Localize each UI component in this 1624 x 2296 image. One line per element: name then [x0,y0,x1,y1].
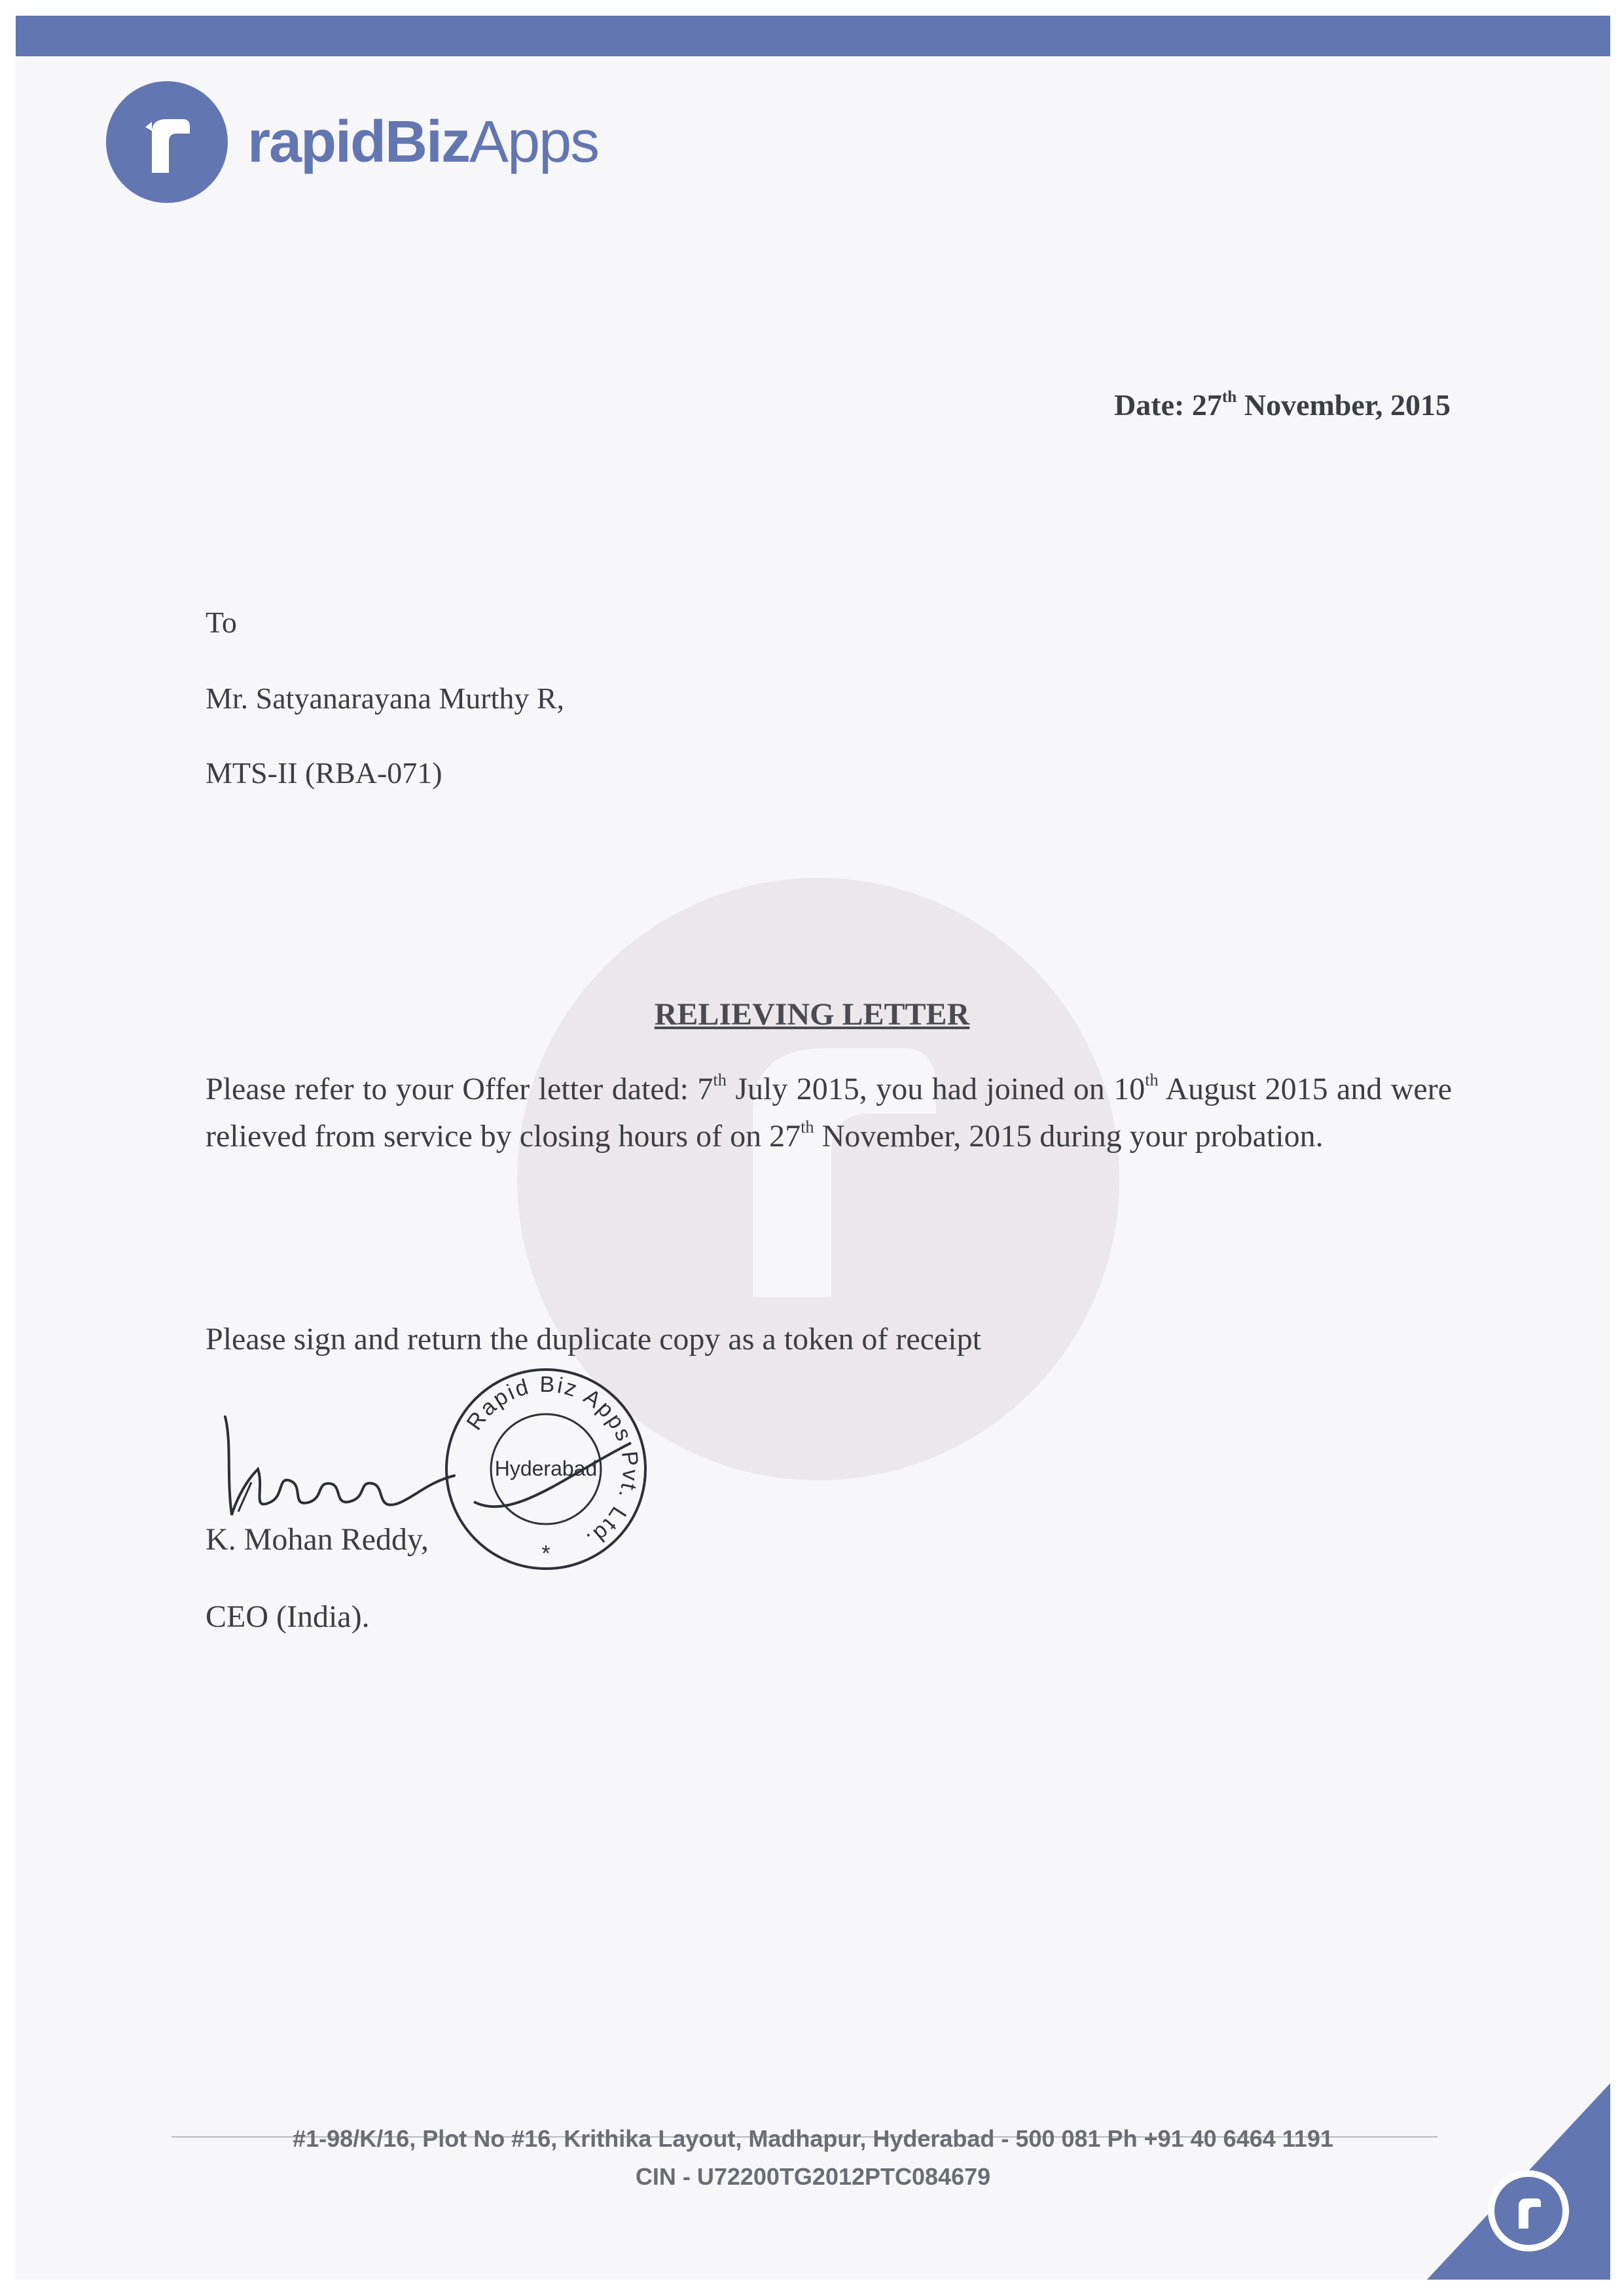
footer-corner-logo-icon [1427,2083,1610,2280]
svg-text:*: * [541,1541,550,1566]
body-p1-b: July 2015, you had joined on 10 [726,1072,1146,1106]
company-wordmark [247,109,599,175]
signatory-title: CEO (India). [206,1599,370,1634]
svg-text:Hyderabad: Hyderabad [494,1457,598,1480]
body-p1-c: August 2015 and were relieved from service by closing hours of on 27 [206,1072,1452,1154]
body-p1-sup3: th [801,1117,814,1137]
recipient-to: To [206,606,237,639]
body-p1-a: Please refer to your Offer letter dated: 7 [206,1072,713,1106]
date-label: Date: [1114,388,1192,422]
company-logo [106,81,598,203]
company-seal-stamp [435,1358,657,1584]
logo-r-icon [106,81,228,203]
header-accent-bar [16,16,1610,56]
footer-address: #1-98/K/16, Plot No #16, Krithika Layout, Madhapur, Hyderabad - 500 081 Ph +91 40 6464 1191 [293,2125,1333,2152]
wordmark-bold: rapidBiz [247,109,470,175]
footer-cin: CIN - U72200TG2012PTC084679 [635,2163,991,2190]
wordmark-light: Apps [469,109,599,175]
body-p1-d: November, 2015 during your probation. [814,1119,1324,1154]
body-paragraph-1 [206,1066,1452,1160]
letter-date [1114,388,1451,422]
signatory-name: K. Mohan Reddy, [206,1522,429,1557]
body-paragraph-2: Please sign and return the duplicate copy as a token of receipt [206,1322,981,1357]
svg-text:Rapid Biz Apps Pvt. Ltd.: Rapid Biz Apps Pvt. Ltd. [461,1372,643,1554]
letter-page [16,16,1610,2280]
recipient-designation: MTS-II (RBA-071) [206,756,442,790]
body-p1-sup1: th [713,1070,727,1090]
recipient-name: Mr. Satyanarayana Murthy R, [206,682,565,715]
letter-subject: RELIEVING LETTER [654,997,970,1032]
date-suffix: th [1221,387,1237,406]
body-p1-sup2: th [1145,1070,1159,1090]
date-day: 27 [1191,388,1222,422]
date-rest: November, 2015 [1236,388,1451,422]
